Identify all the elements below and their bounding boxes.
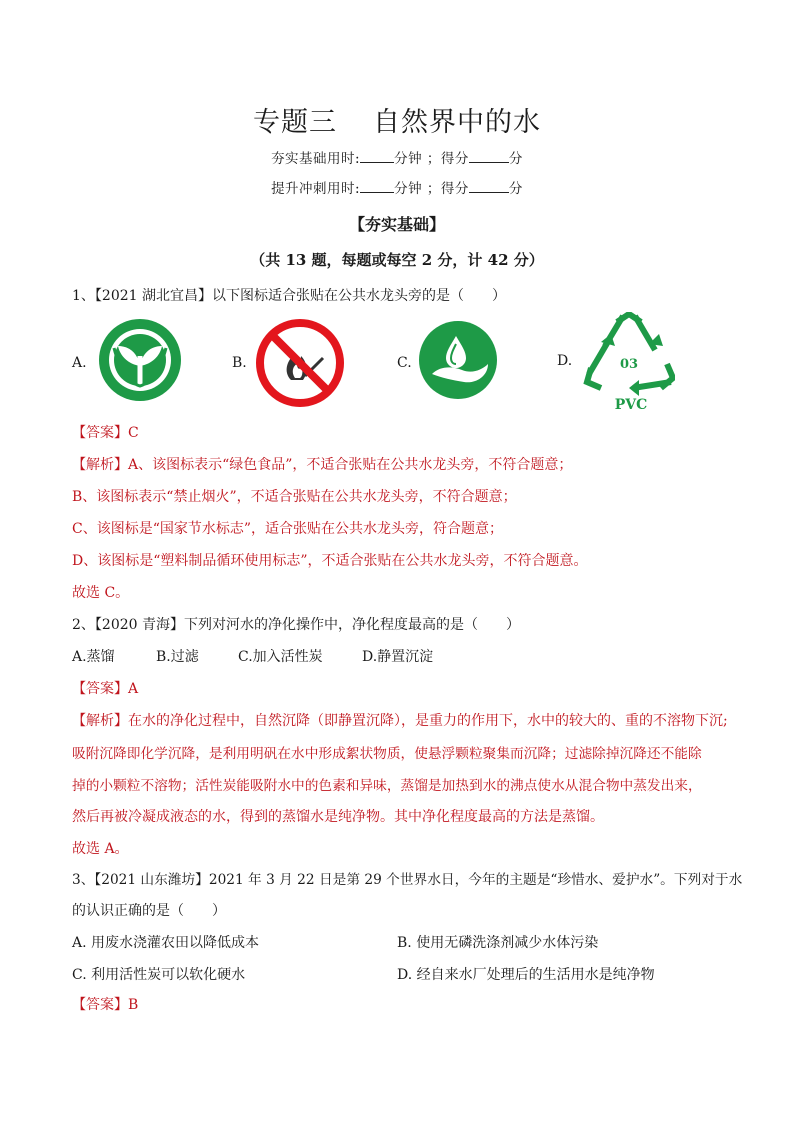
- q1-analysis-line-4: D、该图标是“塑料制品循环使用标志”，不适合张贴在公共水龙头旁，不符合题意。: [72, 553, 588, 569]
- q1-option-b-label: B.: [232, 355, 247, 371]
- q3-option-b: B. 使用无磷洗涤剂减少水体污染: [397, 935, 599, 951]
- title-part-1: 专题三: [253, 107, 337, 138]
- q2-analysis-line-4: 然后再被冷凝成液态的水，得到的蒸馏水是纯净物。其中净化程度最高的方法是蒸馏。: [72, 809, 604, 825]
- q2-option-a: A.蒸馏: [72, 649, 115, 665]
- q3-stem-line-1: 3、【2021 山东潍坊】2021 年 3 月 22 日是第 29 个世界水日，今年的主题是“珍惜水、爱护水”。下列对于水: [72, 872, 743, 888]
- answer-label: 【答案】: [72, 425, 128, 441]
- q3-stem-line-2: 的认识正确的是（ ）: [72, 903, 226, 919]
- analysis-text: 在水的净化过程中，自然沉降（即静置沉降），是重力的作用下，水中的较大的、重的不溶物下沉;: [128, 713, 728, 729]
- q2-option-c: C.加入活性炭: [238, 649, 323, 665]
- q2-option-d: D.静置沉淀: [362, 649, 434, 665]
- time-unit: 分钟: [394, 181, 423, 197]
- score-unit: 分: [508, 181, 523, 197]
- answer-label: 【答案】: [72, 681, 128, 697]
- section-rules: （共 13 题，每题或每空 2 分，计 42 分）: [250, 251, 544, 269]
- q1-conclusion: 故选 C。: [72, 585, 130, 601]
- q3-option-d: D. 经自来水厂处理后的生活用水是纯净物: [397, 967, 655, 983]
- q1-stem: 1、【2021 湖北宜昌】以下图标适合张贴在公共水龙头旁的是（ ）: [72, 288, 506, 304]
- q2-option-b: B.过滤: [156, 649, 199, 665]
- q1-option-d-label: D.: [557, 353, 573, 369]
- q3-option-a: A. 用废水浇灌农田以降低成本: [72, 935, 260, 951]
- answer-value: B: [128, 997, 139, 1013]
- recycle-material-code: PVC: [614, 397, 648, 413]
- water-saving-icon: [418, 320, 498, 404]
- time-label: 提升冲刺用时:: [271, 181, 361, 197]
- page-title: [0, 100, 794, 139]
- q2-analysis-line-1: [72, 710, 728, 730]
- no-fire-icon: [255, 318, 345, 412]
- time-line-basic: [0, 147, 794, 167]
- analysis-text: A、该图标表示“绿色食品”，不适合张贴在公共水龙头旁，不符合题意；: [128, 457, 573, 473]
- analysis-label: 【解析】: [72, 713, 128, 729]
- q2-analysis-line-2: 吸附沉降即化学沉降，是利用明矾在水中形成絮状物质，使悬浮颗粒聚集而沉降；过滤除掉沉降还不能除: [72, 746, 702, 762]
- answer-label: 【答案】: [72, 997, 128, 1013]
- score-unit: 分: [508, 151, 523, 167]
- section-title: 【夯实基础】: [348, 215, 445, 234]
- q1-option-c-label: C.: [397, 355, 412, 371]
- time-line-advanced: [0, 177, 794, 197]
- q1-answer: [72, 422, 139, 442]
- analysis-label: 【解析】: [72, 457, 128, 473]
- recycle-pvc-icon: [583, 312, 675, 418]
- q2-analysis-line-3: 掉的小颗粒不溶物；活性炭能吸附水中的色素和异味，蒸馏是加热到水的沸点使水从混合物中蒸发出来，: [72, 778, 702, 794]
- time-label: 夯实基础用时:: [271, 151, 361, 167]
- answer-value: A: [128, 681, 139, 697]
- q2-stem: 2、【2020 青海】下列对河水的净化操作中，净化程度最高的是（ ）: [72, 617, 520, 633]
- answer-value: C: [128, 425, 139, 441]
- title-part-2: 自然界中的水: [373, 107, 541, 138]
- q2-conclusion: 故选 A。: [72, 841, 129, 857]
- recycle-number: 03: [619, 357, 639, 372]
- q1-analysis-line-3: C、该图标是“国家节水标志”，适合张贴在公共水龙头旁，符合题意；: [72, 521, 504, 537]
- q2-answer: [72, 678, 138, 698]
- q3-option-c: C. 利用活性炭可以软化硬水: [72, 967, 246, 983]
- score-label: ；得分: [426, 181, 469, 197]
- time-unit: 分钟: [394, 151, 423, 167]
- q1-option-a-label: A.: [72, 355, 87, 371]
- q1-analysis-line-2: B、该图标表示“禁止烟火”，不适合张贴在公共水龙头旁，不符合题意；: [72, 489, 517, 505]
- score-label: ；得分: [426, 151, 469, 167]
- q3-answer: [72, 994, 138, 1014]
- green-food-icon: [98, 318, 182, 406]
- q1-analysis-line-1: [72, 454, 572, 474]
